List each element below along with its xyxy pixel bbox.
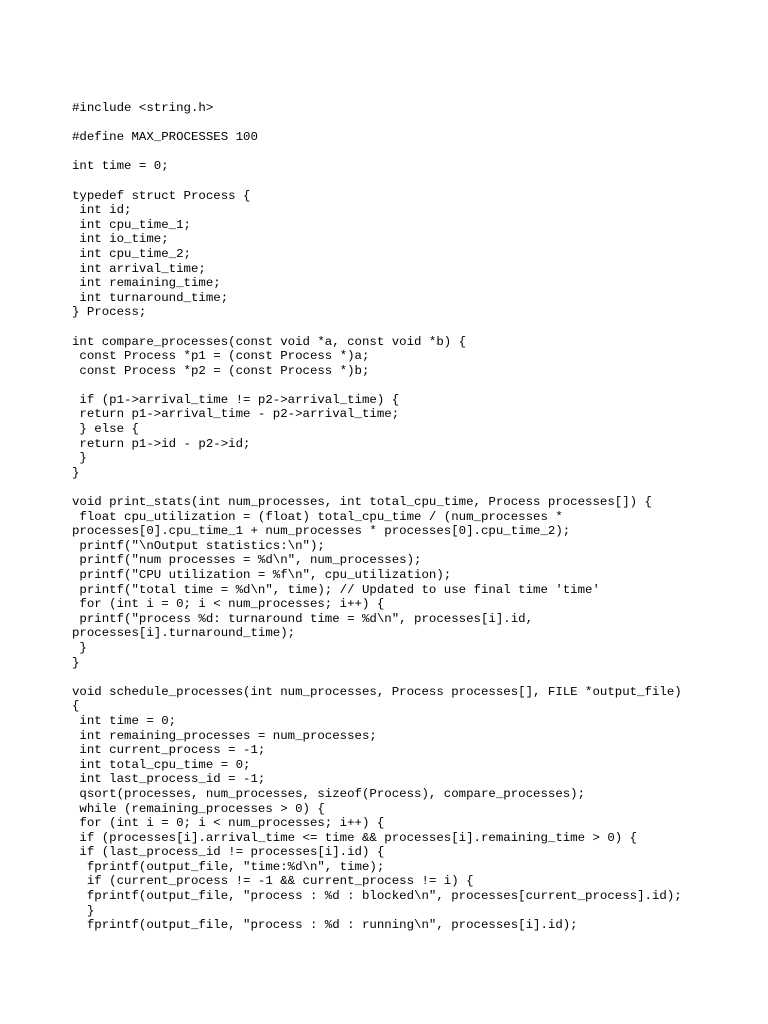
code-line: qsort(processes, num_processes, sizeof(Process), compare_processes);: [72, 786, 586, 801]
code-line: int total_cpu_time = 0;: [72, 757, 251, 772]
code-line: return p1->arrival_time - p2->arrival_time;: [72, 407, 400, 422]
code-line: [72, 116, 752, 131]
code-line: int io_time;: [72, 232, 169, 247]
code-line: void print_stats(int num_processes, int total_cpu_time, Process processes[]) {: [72, 495, 652, 510]
code-line: int time = 0;: [72, 713, 177, 728]
code-line: int current_process = -1;: [72, 743, 266, 758]
code-line: int arrival_time;: [72, 261, 206, 276]
code-line: if (last_process_id != processes[i].id) {: [72, 845, 385, 860]
code-line: fprintf(output_file, "process : %d : running\n", processes[i].id);: [72, 918, 578, 933]
code-line: printf("process %d: turnaround time = %d\n", processes[i].id,: [72, 611, 534, 626]
code-line: printf("num processes = %d\n", num_processes);: [72, 553, 422, 568]
code-line: }: [72, 640, 87, 655]
code-line: }: [72, 465, 80, 480]
code-line: [72, 174, 752, 189]
code-line: [72, 145, 752, 160]
code-line: int remaining_time;: [72, 276, 221, 291]
code-line: [72, 320, 752, 335]
code-line: for (int i = 0; i < num_processes; i++) {: [72, 816, 385, 831]
code-line: printf("\nOutput statistics:\n");: [72, 538, 325, 553]
code-line: [72, 480, 752, 495]
code-line: float cpu_utilization = (float) total_cpu_time / (num_processes *: [72, 509, 563, 524]
code-line: int id;: [72, 203, 132, 218]
code-line: const Process *p2 = (const Process *)b;: [72, 363, 370, 378]
code-line: #include <string.h>: [72, 101, 214, 115]
code-line: }: [72, 655, 80, 670]
code-line: } else {: [72, 422, 139, 437]
code-line: int remaining_processes = num_processes;: [72, 728, 377, 743]
code-line: processes[i].turnaround_time);: [72, 626, 296, 641]
code-line: return p1->id - p2->id;: [72, 436, 251, 451]
code-line: if (current_process != -1 && current_process != i) {: [72, 874, 474, 889]
code-line: int time = 0;: [72, 159, 169, 174]
code-listing: [72, 101, 752, 933]
code-line: {: [72, 699, 80, 714]
code-line: } Process;: [72, 305, 147, 320]
code-line: typedef struct Process {: [72, 188, 251, 203]
code-line: void schedule_processes(int num_processes, Process processes[], FILE *output_file): [72, 684, 682, 699]
code-line: int cpu_time_2;: [72, 246, 191, 261]
code-line: printf("CPU utilization = %f\n", cpu_utilization);: [72, 568, 452, 582]
code-line: int last_process_id = -1;: [72, 772, 266, 787]
code-line: }: [72, 903, 95, 918]
code-line: const Process *p1 = (const Process *)a;: [72, 349, 370, 364]
code-line: int compare_processes(const void *a, const void *b) {: [72, 334, 467, 349]
code-line: if (processes[i].arrival_time <= time && processes[i].remaining_time > 0) {: [72, 830, 638, 845]
code-line: [72, 378, 752, 393]
code-line: for (int i = 0; i < num_processes; i++) {: [72, 597, 385, 612]
code-line: [72, 670, 752, 685]
code-line: int turnaround_time;: [72, 290, 229, 305]
code-line: int cpu_time_1;: [72, 217, 191, 232]
code-line: #define MAX_PROCESSES 100: [72, 130, 258, 145]
code-line: if (p1->arrival_time != p2->arrival_time) {: [72, 392, 400, 407]
code-line: fprintf(output_file, "time:%d\n", time);: [72, 859, 385, 874]
code-line: }: [72, 451, 87, 466]
code-line: processes[0].cpu_time_1 + num_processes * processes[0].cpu_time_2);: [72, 524, 571, 539]
code-line: fprintf(output_file, "process : %d : blocked\n", processes[current_process].id);: [72, 889, 682, 904]
code-line: printf("total time = %d\n", time); // Updated to use final time 'time': [72, 582, 600, 597]
code-line: while (remaining_processes > 0) {: [72, 801, 325, 816]
